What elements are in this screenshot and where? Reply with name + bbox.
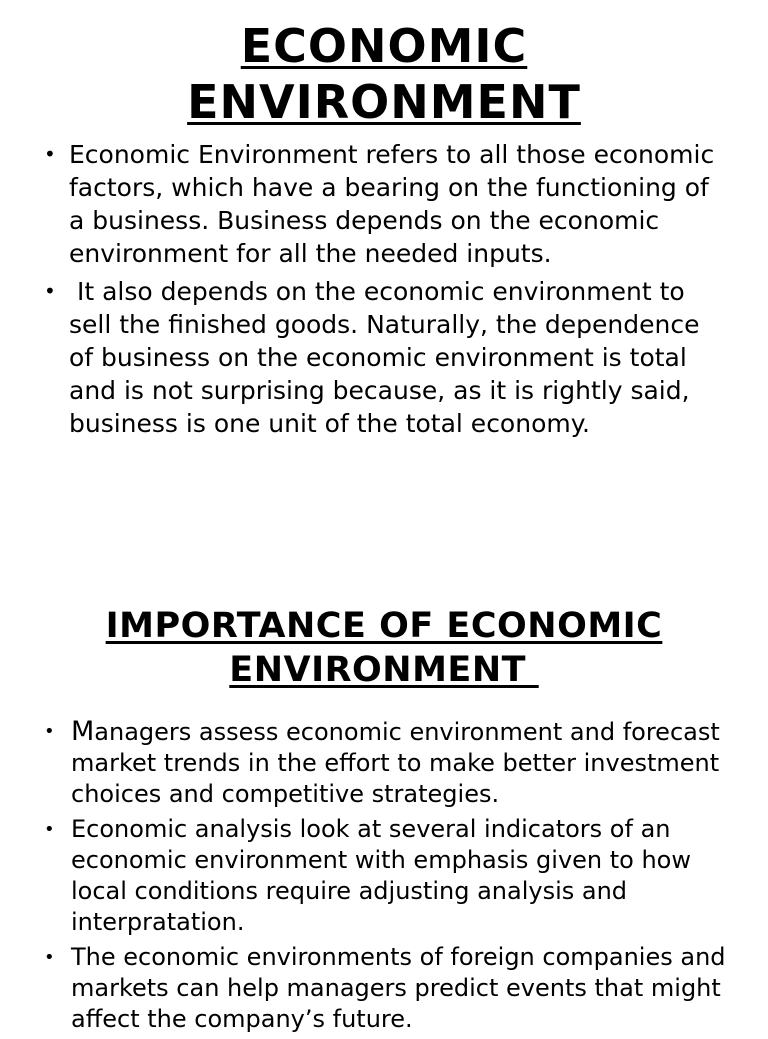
list-item (0, 138, 768, 270)
importance-bullet-list (0, 716, 768, 1039)
bullet-text: Economic analysis look at several indicators of an economic environment with emphasis given to how local conditions require adjusting analysis and interpratation. (71, 815, 691, 936)
bullet-text: It also depends on the economic environment to sell the finished goods. Naturally, the dependence of business on the economic environment is total and is not surprising because, as it is rightly said, business is one unit of the total economy. (69, 277, 708, 438)
bullet-icon: • (44, 142, 56, 166)
list-item (0, 275, 768, 440)
title-line-2: ENVIRONMENT (229, 650, 539, 690)
definition-bullet-list (0, 138, 768, 445)
bullet-icon: • (44, 279, 56, 303)
bullet-first-letter: M (71, 716, 95, 747)
slide-title-economic-environment (0, 18, 768, 130)
title-line-1: IMPORTANCE OF ECONOMIC (105, 606, 663, 646)
slide-title-importance (0, 604, 768, 692)
list-item (0, 814, 768, 938)
bullet-text: Economic Environment refers to all those economic factors, which have a bearing on the functioning of a business. Business depends on the economic environment for all the needed inputs. (69, 140, 715, 268)
list-item (0, 716, 768, 810)
bullet-icon: • (44, 819, 55, 840)
list-item (0, 942, 768, 1035)
bullet-text: The economic environments of foreign companies and markets can help managers predict events that might affect the company’s future. (71, 943, 726, 1033)
title-line-2: ENVIRONMENT (187, 75, 581, 129)
bullet-icon: • (44, 947, 55, 968)
bullet-icon: • (44, 721, 55, 742)
title-line-1: ECONOMIC (240, 19, 528, 73)
bullet-text: anagers assess economic environment and forecast market trends in the effort to make better investment choices and competitive strategies. (71, 718, 720, 808)
